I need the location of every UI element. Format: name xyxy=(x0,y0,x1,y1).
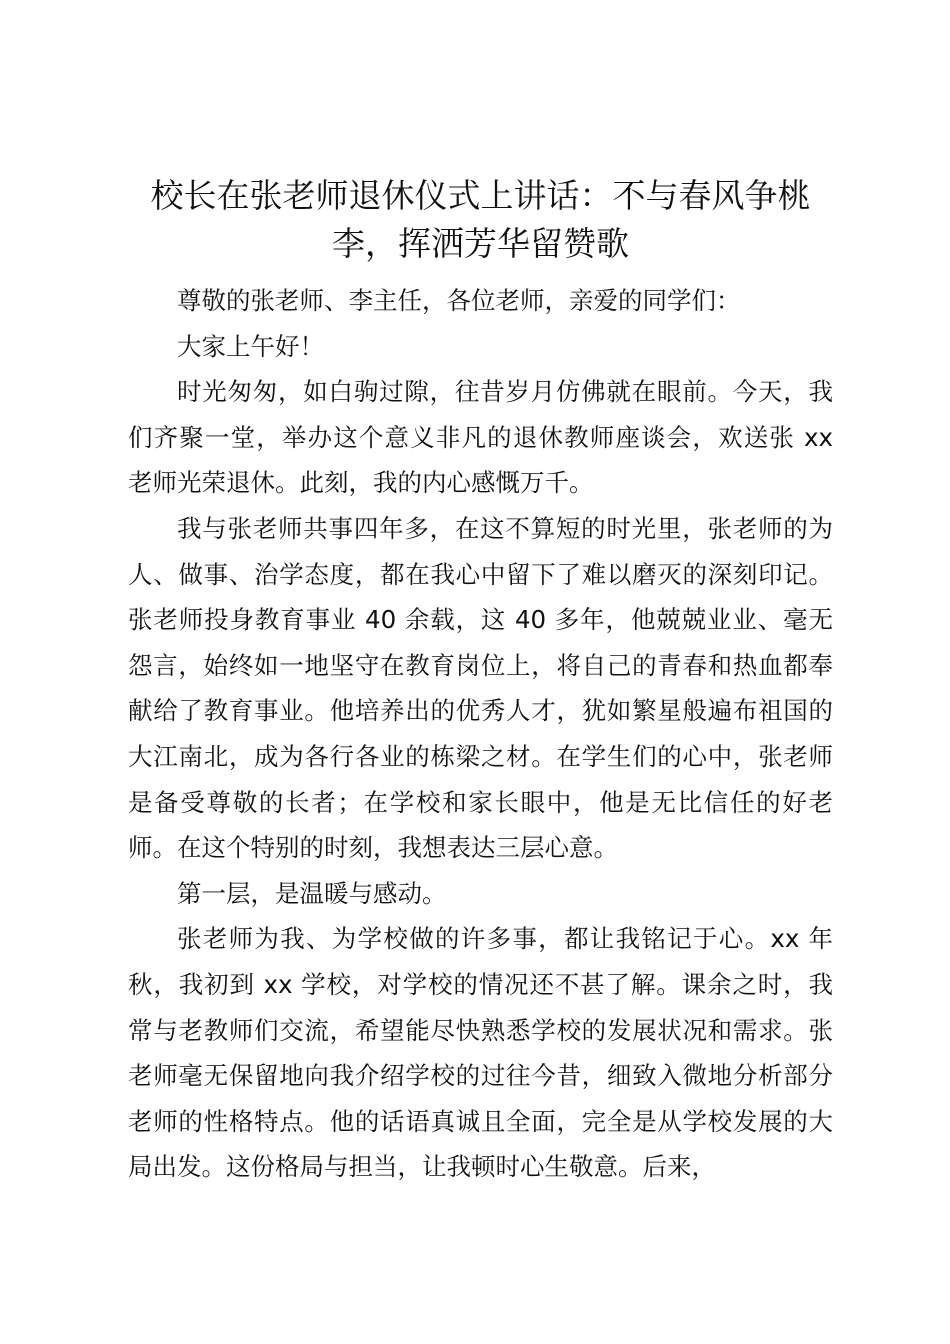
body-paragraph: 时光匆匆，如白驹过隙，往昔岁月仿佛就在眼前。今天，我们齐聚一堂，举办这个意义非凡的退休教师座谈会，欢送张 xx 老师光荣退休。此刻，我的内心感慨万千。 xyxy=(128,377,833,498)
body-paragraph: 张老师为我、为学校做的许多事，都让我铭记于心。xx 年秋，我初到 xx 学校，对学校的情况还不甚了解。课余之时，我常与老教师们交流，希望能尽快熟悉学校的发展状况和需求。张老师毫无保留地向我介绍学校的过往今昔，细致入微地分析部分老师的性格特点。他的话语真诚且全面，完全是从学校发展的大局出发。这份格局与担当，让我顿时心生敬意。后来， xyxy=(128,924,833,1182)
section-heading-paragraph: 第一层，是温暖与感动。 xyxy=(177,878,447,908)
body-paragraph: 我与张老师共事四年多，在这不算短的时光里，张老师的为人、做事、治学态度，都在我心中留下了难以磨灭的深刻印记。张老师投身教育事业 40 余载，这 40 多年，他兢兢业业、毫无怨言，始终如一地坚守在教育岗位上，将自己的青春和热血都奉献给了教育事业。他培养出的优秀人才，犹如繁星般遍布祖国的大江南北，成为各行各业的栋梁之材。在学生们的心中，张老师是备受尊敬的长者；在学校和家长眼中，他是无比信任的好老师。在这个特别的时刻，我想表达三层心意。 xyxy=(128,513,833,863)
document-body xyxy=(128,172,833,1190)
salutation-paragraph: 尊敬的张老师、李主任，各位老师，亲爱的同学们： xyxy=(177,286,741,315)
document-title: 校长在张老师退休仪式上讲话：不与春风争桃李，挥洒芳华留赞歌 xyxy=(150,176,811,263)
greeting-paragraph: 大家上午好！ xyxy=(177,331,324,361)
